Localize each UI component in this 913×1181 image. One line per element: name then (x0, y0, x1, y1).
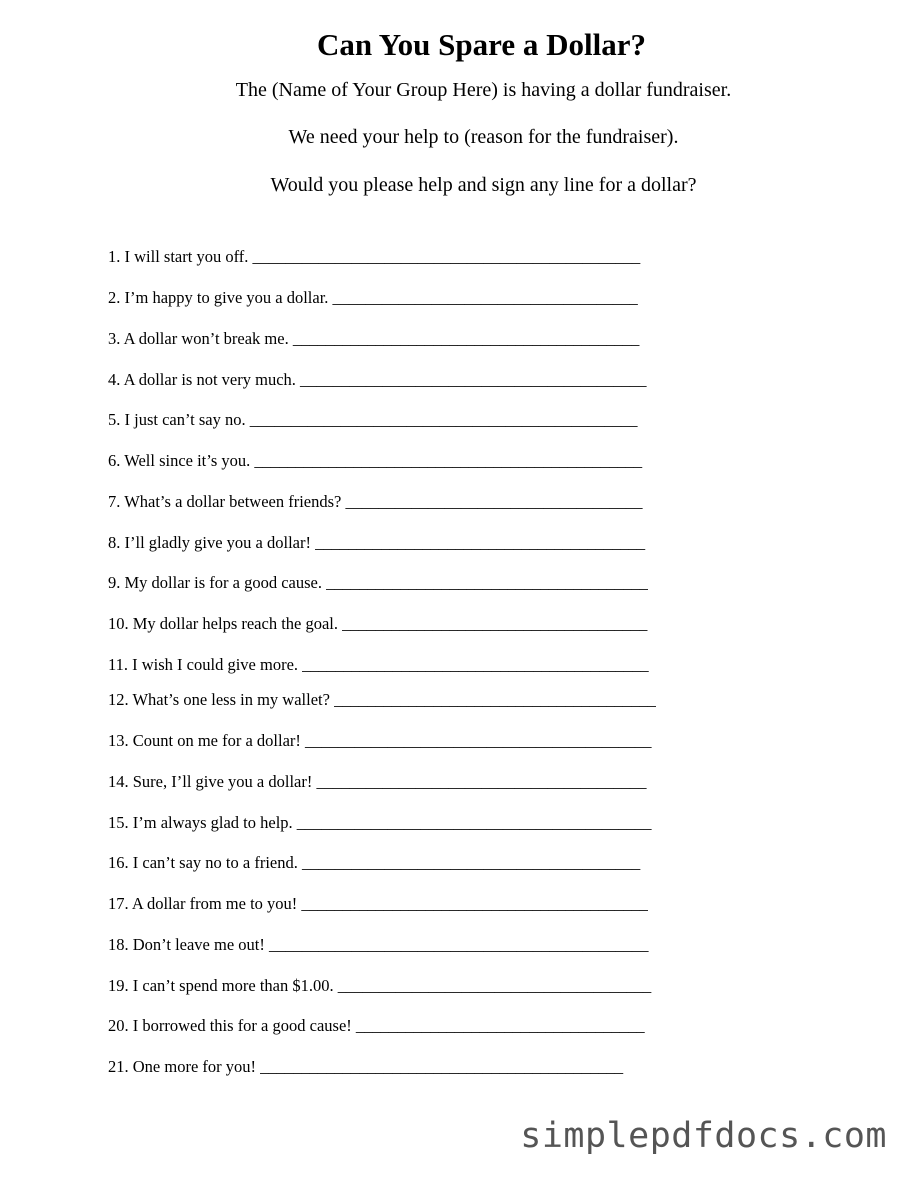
signature-line-15: 15. I’m always glad to help. ___________________________________________ (108, 813, 652, 832)
signature-line-17: 17. A dollar from me to you! __________________________________________ (108, 894, 648, 913)
signature-line-1: 1. I will start you off. _______________________________________________ (108, 247, 641, 266)
signature-line-3: 3. A dollar won’t break me. __________________________________________ (108, 329, 640, 348)
signature-line-2: 2. I’m happy to give you a dollar. _____________________________________ (108, 288, 638, 307)
signature-line-18: 18. Don’t leave me out! ______________________________________________ (108, 935, 649, 954)
page-title: Can You Spare a Dollar? (317, 27, 646, 62)
signature-line-4: 4. A dollar is not very much. __________________________________________ (108, 370, 647, 389)
signature-line-5: 5. I just can’t say no. _______________________________________________ (108, 410, 638, 429)
intro-line-request: Would you please help and sign any line for a dollar? (270, 174, 697, 196)
watermark: simplepdfdocs.com (520, 1116, 887, 1156)
signature-line-21: 21. One more for you! ____________________________________________ (108, 1057, 624, 1076)
signature-line-20: 20. I borrowed this for a good cause! ___________________________________ (108, 1016, 645, 1035)
signature-line-8: 8. I’ll gladly give you a dollar! ________________________________________ (108, 533, 646, 552)
signature-line-14: 14. Sure, I’ll give you a dollar! ________________________________________ (108, 772, 647, 791)
signature-line-7: 7. What’s a dollar between friends? ____________________________________ (108, 492, 643, 511)
signature-line-19: 19. I can’t spend more than $1.00. ______________________________________ (108, 976, 652, 995)
signature-line-9: 9. My dollar is for a good cause. _______________________________________ (108, 573, 648, 592)
signature-line-13: 13. Count on me for a dollar! __________________________________________ (108, 731, 652, 750)
signature-line-12: 12. What’s one less in my wallet? _______________________________________ (108, 690, 656, 709)
signature-line-16: 16. I can’t say no to a friend. _________________________________________ (108, 853, 641, 872)
signature-line-10: 10. My dollar helps reach the goal. _____________________________________ (108, 614, 648, 633)
signature-line-11: 11. I wish I could give more. __________________________________________ (108, 655, 649, 674)
signature-line-6: 6. Well since it’s you. _______________________________________________ (108, 451, 643, 470)
intro-line-reason: We need your help to (reason for the fundraiser). (288, 126, 679, 148)
intro-line-group-name: The (Name of Your Group Here) is having a dollar fundraiser. (235, 79, 732, 101)
